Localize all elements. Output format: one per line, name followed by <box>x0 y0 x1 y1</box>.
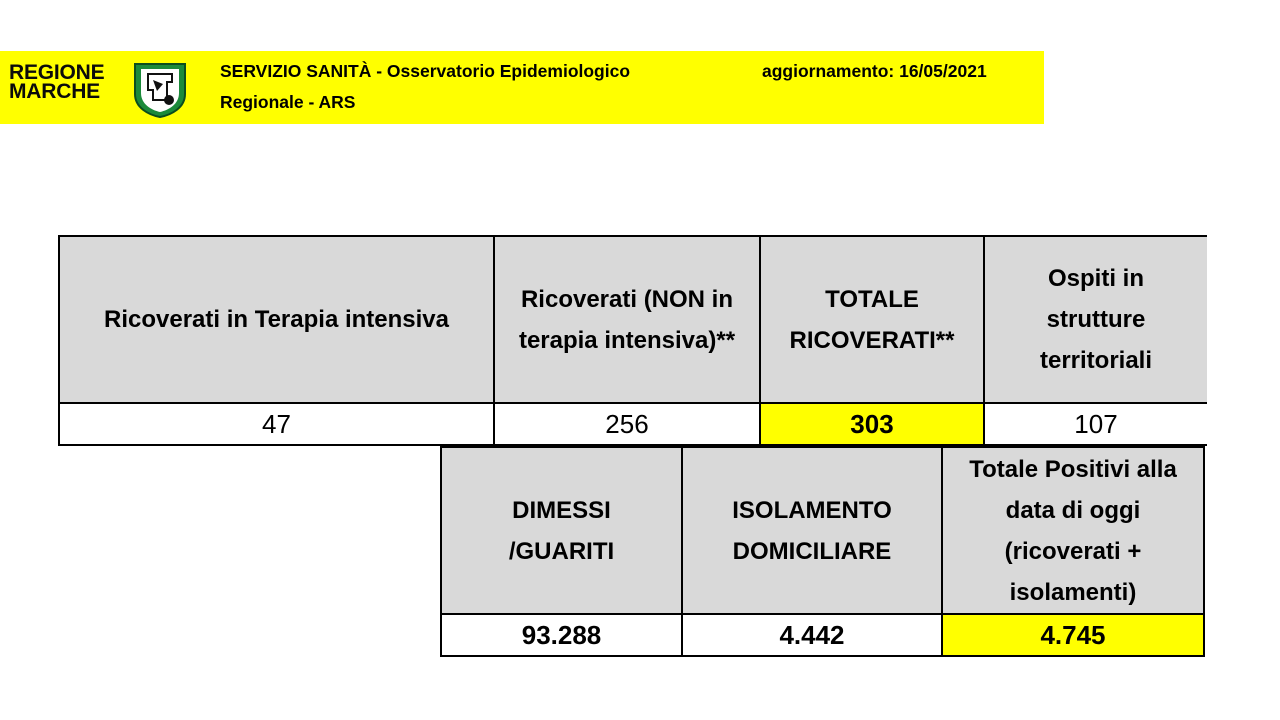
header-territorial-guests <box>984 236 1207 403</box>
value-non-intensive: 256 <box>494 403 760 445</box>
header-home-isolation-label: ISOLAMENTO DOMICILIARE <box>732 496 892 565</box>
header-total-hospitalized-label: TOTALE RICOVERATI** <box>789 285 955 354</box>
value-intensive-care: 47 <box>59 403 494 445</box>
value-total-positives: 4.745 <box>942 614 1204 656</box>
outcomes-table <box>440 446 1205 657</box>
value-total-hospitalized: 303 <box>760 403 984 445</box>
update-date: aggiornamento: 16/05/2021 <box>762 61 987 81</box>
header-banner <box>0 51 1044 124</box>
header-territorial-guests-label: Ospiti in strutture territoriali <box>1039 265 1153 374</box>
logo-line-2: MARCHE <box>9 80 100 103</box>
table-header-row <box>59 236 1207 403</box>
regione-marche-logo-text <box>9 63 104 101</box>
value-territorial-guests: 107 <box>984 403 1207 445</box>
header-non-intensive-label: Ricoverati (NON in terapia intensiva)** <box>518 285 736 354</box>
header-discharged-recovered <box>441 447 682 614</box>
value-discharged-recovered: 93.288 <box>441 614 682 656</box>
hospitalizations-table <box>58 235 1207 446</box>
header-intensive-care: Ricoverati in Terapia intensiva <box>59 236 494 403</box>
value-home-isolation: 4.442 <box>682 614 942 656</box>
header-total-positives <box>942 447 1204 614</box>
header-title-line-2: Regionale - ARS <box>220 92 356 112</box>
header-total-hospitalized <box>760 236 984 403</box>
table-row <box>441 614 1204 656</box>
table-header-row <box>441 447 1204 614</box>
table-row <box>59 403 1207 445</box>
header-discharged-recovered-label: DIMESSI /GUARITI <box>508 496 615 565</box>
header-home-isolation <box>682 447 942 614</box>
header-title-line-1: SERVIZIO SANITÀ - Osservatorio Epidemiologico <box>220 61 631 81</box>
header-total-positives-label: Totale Positivi alla data di oggi (ricoverati + isolamenti) <box>969 455 1177 606</box>
regione-marche-emblem-icon <box>131 60 189 118</box>
logo-line-1: REGIONE <box>9 61 105 84</box>
header-non-intensive <box>494 236 760 403</box>
